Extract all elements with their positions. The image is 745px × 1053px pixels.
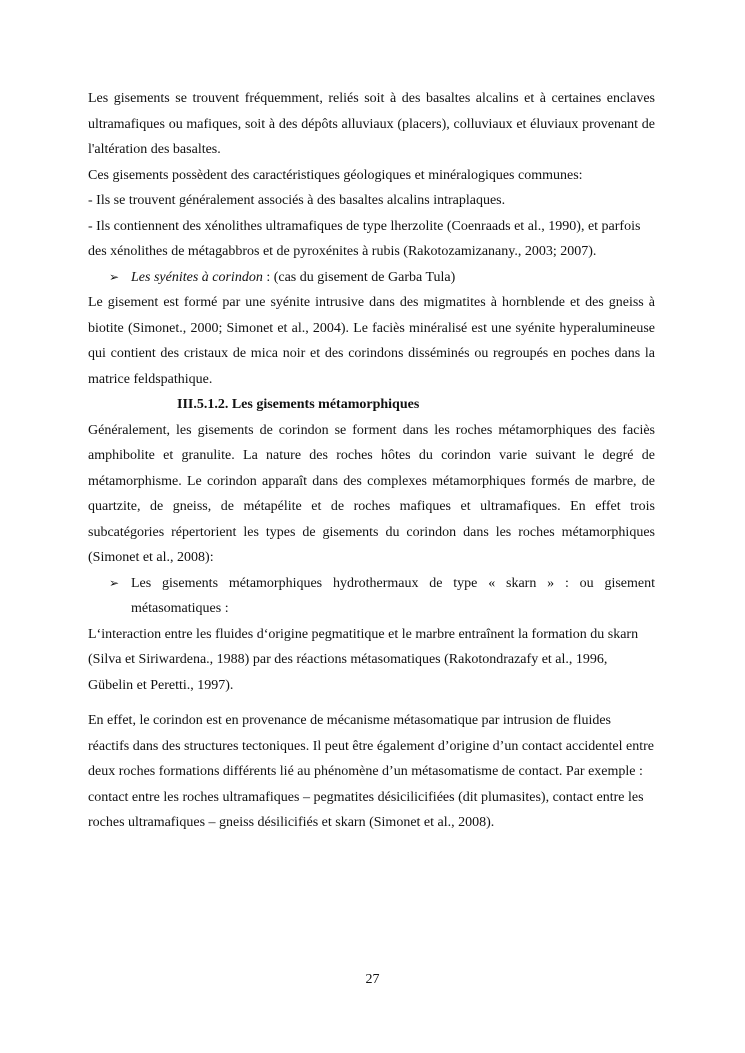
paragraph-xenolithes: - Ils contiennent des xénolithes ultramafiques de type lherzolite (Coenraads et al., 1990), et parfois des xénolithes de métagabbros et de pyroxénites à rubis (Rakotozamizanany., 2003; 2007). <box>88 218 641 259</box>
paragraph-garba-tula: Le gisement est formé par une syénite intrusive dans des migmatites à hornblende et des gneiss à biotite (Simonet., 2000; Simonet et al., 2004). Le faciès minéralisé est une syénite hyperalumineuse qui contient des cristaux de mica noir et des corindons disséminés ou regroupés en poches dans la matrice feldspathique. <box>88 295 655 387</box>
bullet-syenites-title: Les syénites à corindon <box>131 269 263 285</box>
arrow-bullet-icon: ➢ <box>109 269 120 284</box>
paragraph-gisements-basaltes: Les gisements se trouvent fréquemment, reliés soit à des basaltes alcalins et à certaines enclaves ultramafiques ou mafiques, soit à des dépôts alluviaux (placers), colluviaux et éluviaux provenant de l'altération des basaltes. <box>88 91 655 157</box>
arrow-bullet-icon: ➢ <box>109 575 120 590</box>
paragraph-metasomatique: En effet, le corindon est en provenance de mécanisme métasomatique par intrusion de fluides réactifs dans des structures tectoniques. Il peut être également d’origine d’un contact accidentel entre deux roches formations différents lié au phénomène d’un métasomatisme de contact. Par exemple : contact entre les roches ultramafiques – pegmatites désicilicifiées (dit plumasites), contact entre les roches ultramafiques – gneiss désilicifiés et skarn (Simonet et al., 2008). <box>88 713 654 830</box>
document-page <box>88 86 655 836</box>
bullet-syenites <box>88 265 655 291</box>
bullet-skarn-text: Les gisements métamorphiques hydrothermaux de type « skarn » : ou gisement métasomatiques : <box>131 575 655 616</box>
bullet-syenites-detail: : (cas du gisement de Garba Tula) <box>262 269 456 285</box>
section-heading: III.5.1.2. Les gisements métamorphiques <box>177 397 420 412</box>
paragraph-caracteristiques: Ces gisements possèdent des caractéristiques géologiques et minéralogiques communes: <box>88 167 583 183</box>
paragraph-skarn-interaction: L‘interaction entre les fluides d‘origine pegmatitique et le marbre entraînent la formation du skarn (Silva et Siriwardena., 1988) par des réactions métasomatiques (Rakotondrazafy et al., 1996, Gübelin et Peretti., 1997). <box>88 626 639 693</box>
page-number: 27 <box>365 972 380 987</box>
paragraph-metamorphiques: Généralement, les gisements de corindon se forment dans les roches métamorphiques des faciès amphibolite et granulite. La nature des roches hôtes du corindon varie suivant le degré de métamorphisme. Le corindon apparaît dans des complexes métamorphiques formés de marbre, de quartzite, de gneiss, de métapélite et de roches mafiques et ultramafiques. En effet trois subcatégories répertorient les types de gisements du corindon dans les roches métamorphiques (Simonet et al., 2008): <box>88 422 655 565</box>
paragraph-basaltes-intraplaques: - Ils se trouvent généralement associés à des basaltes alcalins intraplaques. <box>88 193 506 208</box>
bullet-skarn <box>88 571 655 622</box>
